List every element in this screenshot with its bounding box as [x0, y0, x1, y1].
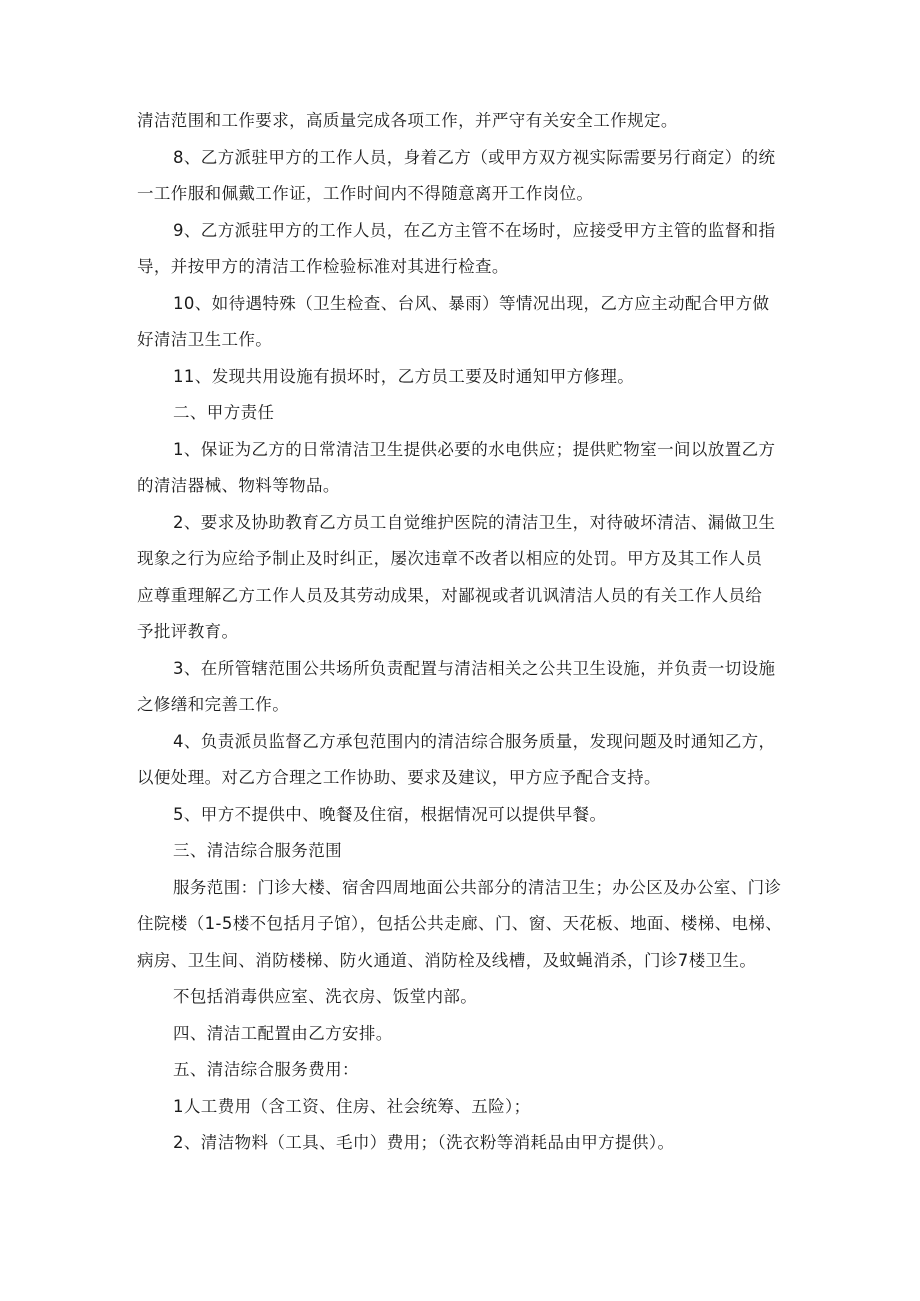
text-line: 1、保证为乙方的日常清洁卫生提供必要的水电供应；提供贮物室一间以放置乙方 — [173, 440, 776, 459]
text-line: 3、在所管辖范围公共场所负责配置与清洁相关之公共卫生设施，并负责一切设施 — [173, 659, 776, 678]
text-line: 应尊重理解乙方工作人员及其劳动成果，对鄙视或者讥讽清洁人员的有关工作人员给 — [137, 586, 763, 605]
text-line: 好清洁卫生工作。 — [137, 330, 273, 349]
text-line: 病房、卫生间、消防楼梯、防火通道、消防栓及线槽，及蚊蝇消杀，门诊7楼卫生。 — [137, 951, 757, 970]
text-line: 现象之行为应给予制止及时纠正，屡次违章不改者以相应的处罚。甲方及其工作人员 — [137, 549, 763, 568]
text-line: 予批评教育。 — [137, 622, 239, 641]
text-line: 之修缮和完善工作。 — [137, 695, 290, 714]
text-line: 9、乙方派驻甲方的工作人员，在乙方主管不在场时，应接受甲方主管的监督和指 — [173, 221, 776, 240]
text-line: 11、发现共用设施有损坏时，乙方员工要及时通知甲方修理。 — [173, 367, 635, 386]
section-heading: 五、清洁综合服务费用： — [173, 1060, 359, 1079]
text-line: 服务范围：门诊大楼、宿舍四周地面公共部分的清洁卫生；办公区及办公室、门诊 — [173, 878, 782, 897]
text-line: 10、如待遇特殊（卫生检查、台风、暴雨）等情况出现，乙方应主动配合甲方做 — [173, 294, 770, 313]
text-line: 的清洁器械、物料等物品。 — [137, 476, 340, 495]
text-line: 住院楼（1-5楼不包括月子馆），包括公共走廊、门、窗、天花板、地面、楼梯、电梯、 — [137, 914, 783, 933]
text-line: 5、甲方不提供中、晚餐及住宿，根据情况可以提供早餐。 — [173, 805, 607, 824]
text-line: 以便处理。对乙方合理之工作协助、要求及建议，甲方应予配合支持。 — [137, 768, 661, 787]
section-heading: 二、甲方责任 — [173, 403, 275, 422]
section-heading: 三、清洁综合服务范围 — [173, 841, 342, 860]
text-line: 导，并按甲方的清洁工作检验标准对其进行检查。 — [137, 257, 509, 276]
text-line: 清洁范围和工作要求，高质量完成各项工作，并严守有关安全工作规定。 — [137, 111, 678, 130]
text-line: 2、清洁物料（工具、毛巾）费用；（洗衣粉等消耗品由甲方提供）。 — [173, 1133, 675, 1152]
text-line: 2、要求及协助教育乙方员工自觉维护医院的清洁卫生，对待破坏清洁、漏做卫生 — [173, 513, 776, 532]
text-line: 4、负责派员监督乙方承包范围内的清洁综合服务质量，发现问题及时通知乙方， — [173, 732, 776, 751]
text-line: 不包括消毒供应室、洗衣房、饭堂内部。 — [173, 987, 478, 1006]
section-heading: 四、清洁工配置由乙方安排。 — [173, 1024, 393, 1043]
text-line: 1人工费用（含工资、住房、社会统筹、五险）； — [173, 1097, 531, 1116]
text-line: 8、乙方派驻甲方的工作人员，身着乙方（或甲方双方视实际需要另行商定）的统 — [173, 148, 776, 167]
text-line: 一工作服和佩戴工作证，工作时间内不得随意离开工作岗位。 — [137, 184, 594, 203]
